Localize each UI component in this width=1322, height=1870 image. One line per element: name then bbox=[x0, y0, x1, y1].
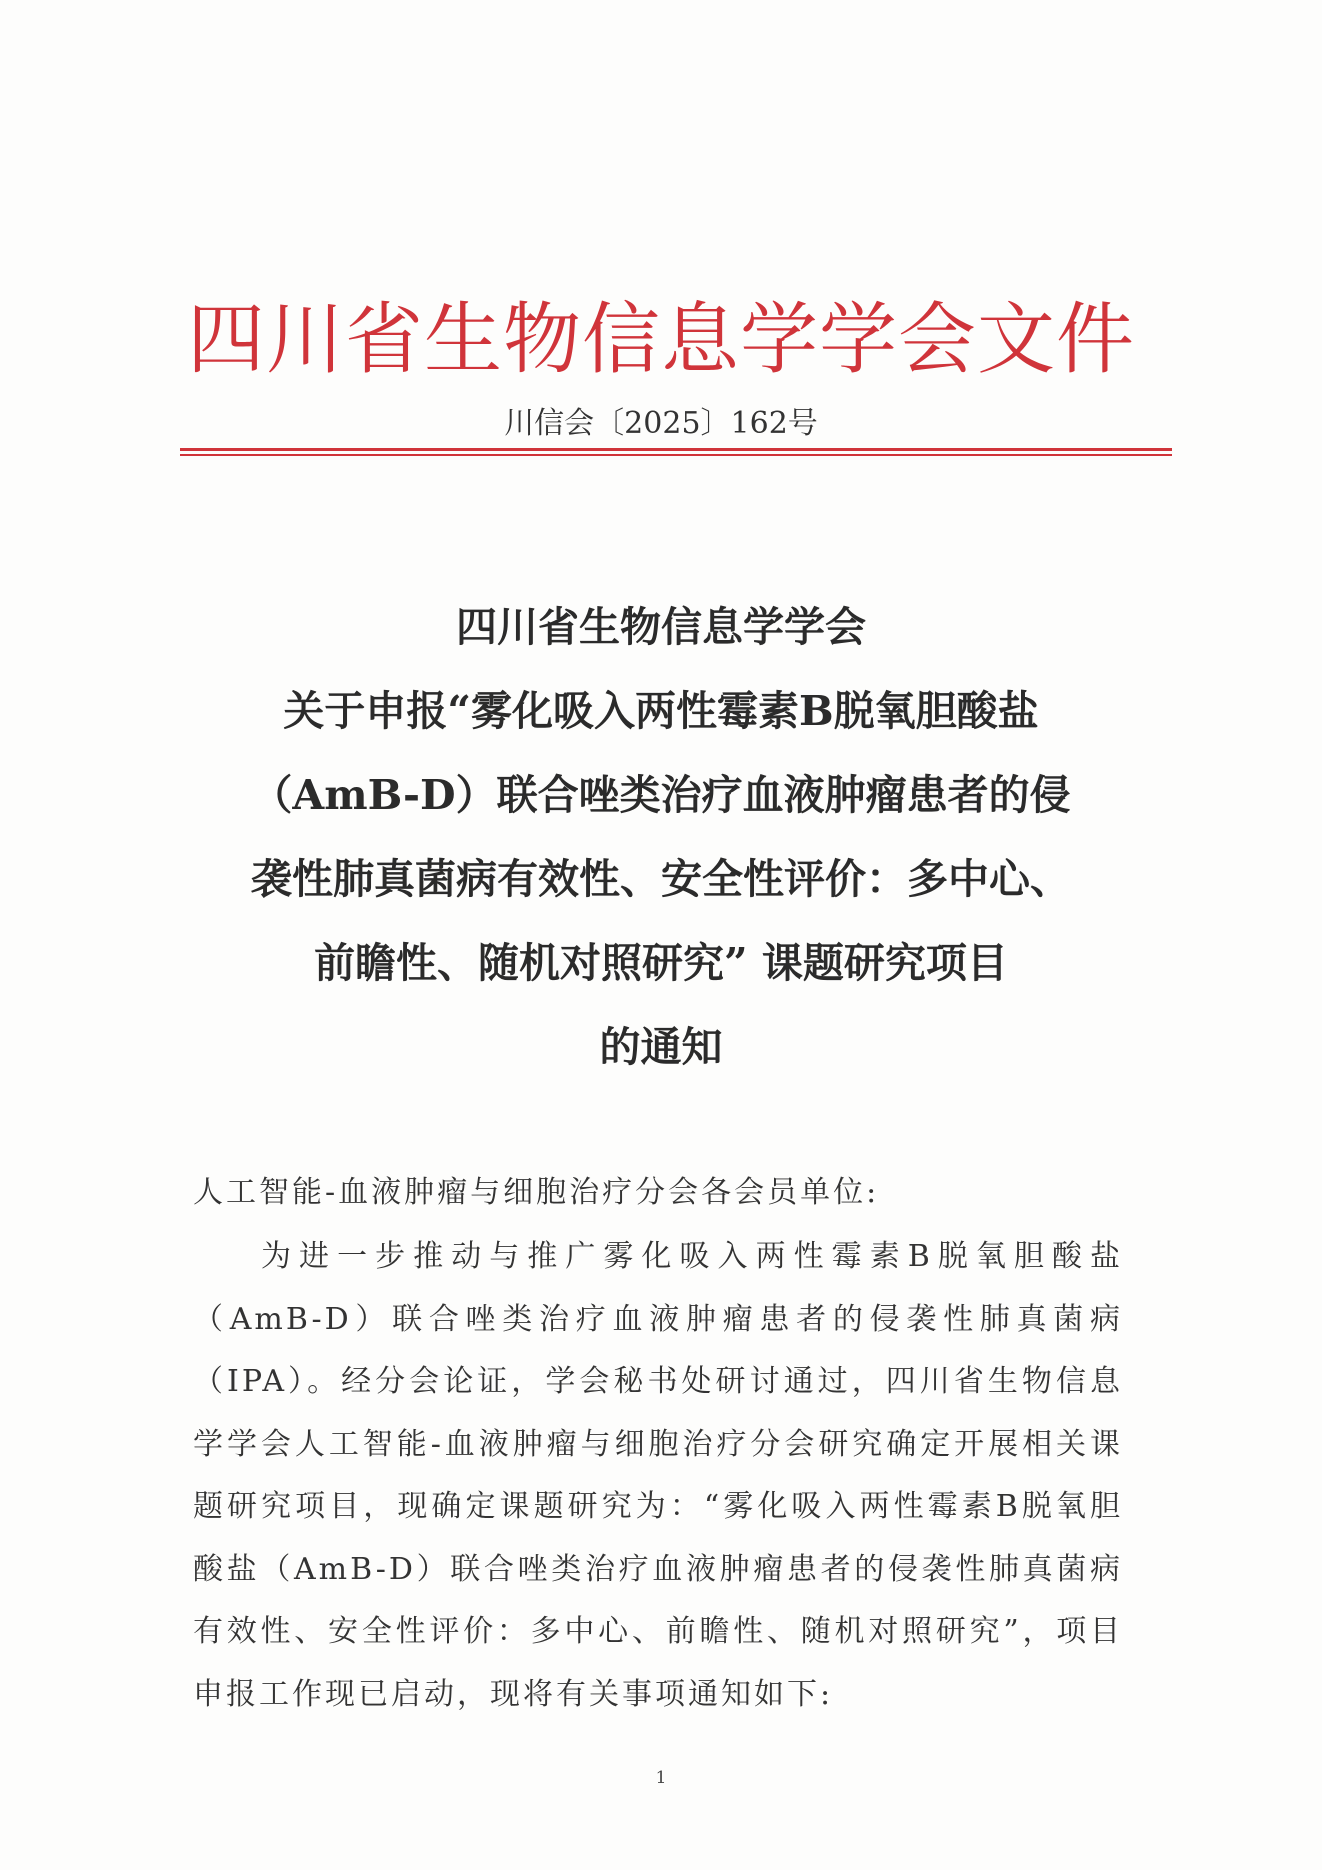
title-line-1: 四川省生物信息学学会 bbox=[456, 603, 866, 651]
notice-title bbox=[160, 585, 1162, 1089]
document-number: 川信会〔2025〕162号 bbox=[504, 406, 818, 441]
page-number: 1 bbox=[655, 1768, 667, 1788]
body-paragraph: 为进一步推动与推广雾化吸入两性霉素B脱氧胆酸盐（AmB-D）联合唑类治疗血液肿瘤患者的侵袭性肺真菌病（IPA）。经分会论证，学会秘书处研讨通过，四川省生物信息学学会人工智能-血液肿瘤与细胞治疗分会研究确定开展相关课题研究项目，现确定课题研究为：“雾化吸入两性霉素B脱氧胆酸盐（AmB-D）联合唑类治疗血液肿瘤患者的侵袭性肺真菌病有效性、安全性评价：多中心、前瞻性、随机对照研究”，项目申报工作现已启动，现将有关事项通知如下: bbox=[193, 1239, 1123, 1712]
red-header-divider bbox=[180, 448, 1172, 456]
title-line-4: 袭性肺真菌病有效性、安全性评价：多中心、 bbox=[251, 855, 1071, 903]
title-line-6: 的通知 bbox=[599, 1023, 723, 1071]
divider-thin-line bbox=[180, 454, 1172, 456]
title-line-5: 前瞻性、随机对照研究” 课题研究项目 bbox=[314, 939, 1008, 987]
title-line-3: （AmB-D）联合唑类治疗血液肿瘤患者的侵 bbox=[251, 771, 1071, 819]
organization-header-title: 四川省生物信息学学会文件 bbox=[186, 295, 1135, 385]
salutation: 人工智能-血液肿瘤与细胞治疗分会各会员单位: bbox=[193, 1175, 880, 1210]
title-line-2: 关于申报“雾化吸入两性霉素B脱氧胆酸盐 bbox=[283, 687, 1039, 735]
